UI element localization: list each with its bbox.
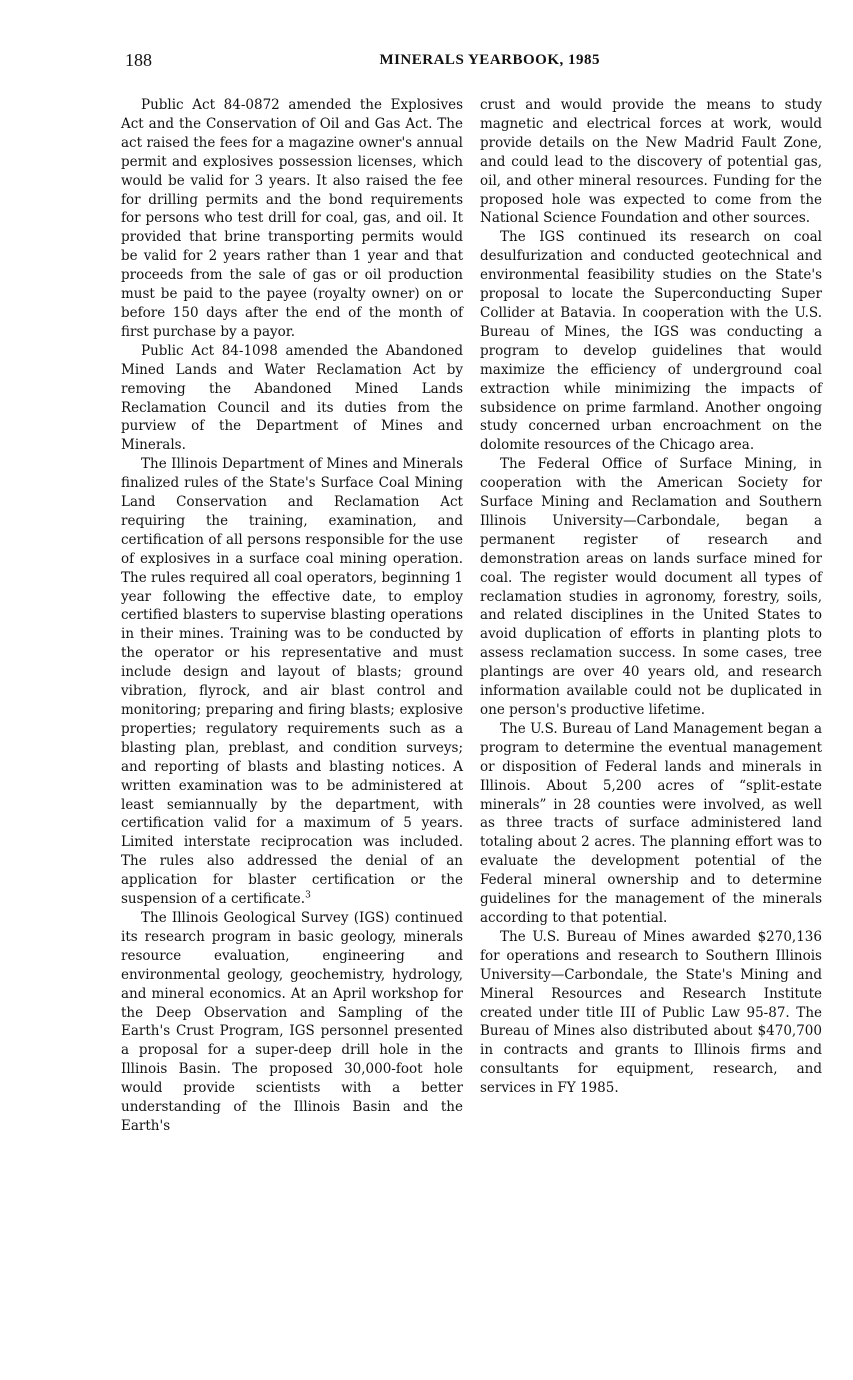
paragraph-bureau-land-management: The U.S. Bureau of Land Management began a program to determine the eventual management or disposition of Federal lands and minerals in Illinois. About 5,200 acres of “split-estate minerals” in 28 counties were involved, as well as three tracts of surface administered land totaling about 2 acres. The planning effort was to evaluate the development potential of the Federal mineral ownership and to determine guidelines for the management of the minerals according to that potential. (480, 720, 822, 926)
paragraph-continuation: crust and would provide the means to study magnetic and electrical forces at work, would provide details on the New Madrid Fault Zone, and could lead to the discovery of potential gas, oil, and other mineral resources. Funding for the proposed hole was expected to come from the National Science Foundation and other sources. (480, 97, 822, 227)
paragraph-illinois-geological-survey: The Illinois Geological Survey (IGS) continued its research program in basic geology, minerals resource evaluation, engineering and environmental geology, geochemistry, hydrology, and mineral economics. At an April workshop for the Deep Observation and Sampling of the Earth's Crust Program, IGS personnel presented a proposal for a super-deep drill hole in the Illinois Basin. The proposed 30,000-foot hole would provide scientists with a better understanding of the Illinois Basin and the Earth's (121, 909, 463, 1134)
right-column (480, 96, 822, 1098)
paragraph-public-act-84-1098: Public Act 84-1098 amended the Abandoned Mined Lands and Water Reclamation Act by removing the Abandoned Mined Lands Reclamation Council and its duties from the purview of the Department of Mines and Minerals. (121, 342, 463, 454)
running-header (125, 50, 600, 74)
paragraph-bureau-of-mines: The U.S. Bureau of Mines awarded $270,136 for operations and research to Southern Illinois University—Carbondale, the State's Mining and Mineral Resources and Research Institute created under title III of Public Law 95-87. The Bureau of Mines also distributed about $470,700 in contracts and grants to Illinois firms and consultants for equipment, research, and services in FY 1985. (480, 928, 822, 1097)
paragraph-blaster-certification-text: The Illinois Department of Mines and Minerals finalized rules of the State's Surface Coal Mining Land Conservation and Reclamation Act requiring the training, examination, and certification of all persons responsible for the use of explosives in a surface coal mining operation. The rules required all coal operators, beginning 1 year following the effective date, to employ certified blasters to supervise blasting operations in their mines. Training was to be conducted by the operator or his representative and must include design and layout of blasts; ground vibration, flyrock, and air blast control and monitoring; preparing and firing blasts; explosive properties; regulatory requirements such as a blasting plan, preblast, and condition surveys; and reporting of blasts and blasting notices. A written examination was to be administered at least semiannually by the department, with certification valid for a maximum of 5 years. Limited interstate reciprocation was included. The rules also addressed the denial of an application for blaster certification or the suspension of a certificate. (121, 456, 463, 908)
running-title: MINERALS YEARBOOK, 1985 (379, 52, 600, 68)
page-number: 188 (125, 50, 152, 70)
paragraph-public-act-84-0872: Public Act 84-0872 amended the Explosives Act and the Conservation of Oil and Gas Act. The act raised the fees for a magazine owner's annual permit and explosives possession licenses, which would be valid for 3 years. It also raised the fee for drilling permits and the bond requirements for persons who test drill for coal, gas, and oil. It provided that brine transporting permits would be valid for 2 years rather than 1 year and that proceeds from the sale of gas or oil production must be paid to the payee (royalty owner) on or before 150 days after the end of the month of first purchase by a payor. (121, 97, 463, 340)
paragraph-office-surface-mining: The Federal Office of Surface Mining, in cooperation with the American Society for Surface Mining and Reclamation and Southern Illinois University—Carbondale, began a permanent register of research and demonstration areas on lands surface mined for coal. The register would document all types of reclamation studies in agronomy, forestry, soils, and related disciplines in the United States to avoid duplication of efforts in planting plots to assess reclamation success. In some cases, tree plantings are over 40 years old, and research information available could not be duplicated in one person's productive lifetime. (480, 456, 822, 718)
paragraph-igs-research: The IGS continued its research on coal desulfurization and conducted geotechnical and environmental feasibility studies on the State's proposal to locate the Superconducting Super Collider at Batavia. In cooperation with the U.S. Bureau of Mines, the IGS was conducting a program to develop guidelines that would maximize the efficiency of underground coal extraction while minimizing the impacts of subsidence on prime farmland. Another ongoing study concerned urban encroachment on the dolomite resources of the Chicago area. (480, 229, 822, 454)
footnote-marker: 3 (305, 890, 311, 901)
left-column (121, 96, 463, 1136)
paragraph-blaster-certification (121, 455, 463, 909)
